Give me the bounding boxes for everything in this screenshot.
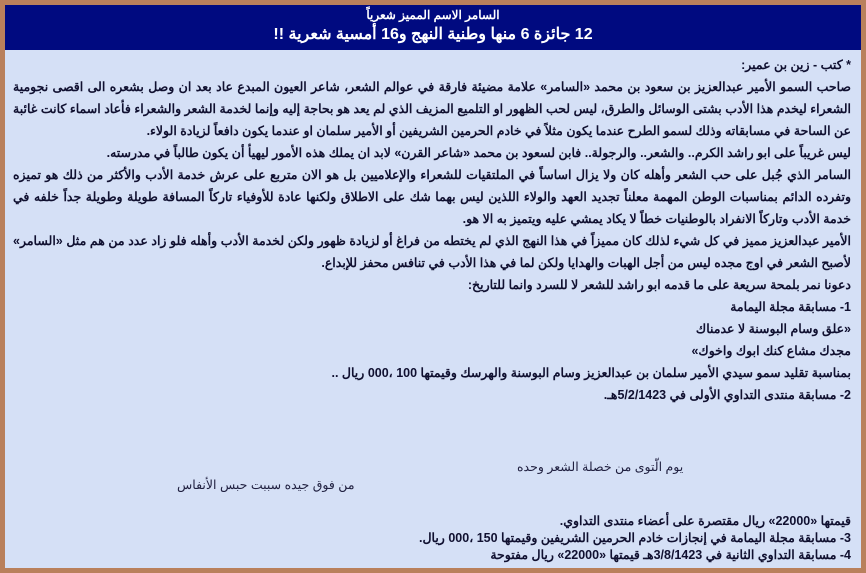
- paragraph: دعونا نمر بلمحة سريعة على ما قدمه ابو راشد للشعر لا للسرد وانما للتاريخ:: [467, 278, 851, 292]
- paragraph: بمناسبة تقليد سمو سيدي الأمير سلمان بن عبدالعزيز وسام البوسنة والهرسك وقيمتها 100 ،000 ريال ..: [331, 366, 851, 380]
- article-subtitle: السامر الاسم المميز شعرياً: [366, 8, 500, 22]
- quote-line: مجدك مشاع كنك ابوك واخوك»: [691, 344, 851, 358]
- paragraph: السامر الذي جُبل على حب الشعر وأهله كان ولا يزال اساساً في الملتقيات للشعراء والإعلاميين بل هو الان متربع على عرش خدمة الأدب والأكثر من ذلك هو تميزه وتفرده الدائم بمناسبات الوطن المهمة معلناً تجديد العهد والولاء اللذين ليس بهما شك على الاطلاق ولكنها عادة للأوفياء تاركاً المسافة طويلة وطويلة جداً خلفه في خدمة الأدب وتاركاً الانفراد بالوطنيات خطاً لا يكاد يمشي عليه ويتميز به الا هو.: [13, 168, 851, 226]
- list-item: 4- مسابقة التداوي الثانية في 3/8/1423هـ قيمتها «22000» ريال مفتوحة: [490, 548, 851, 562]
- list-item: 3- مسابقة مجلة اليمامة في إنجازات خادم الحرمين الشريفين وقيمتها 150 ،000 ريال.: [418, 531, 851, 545]
- quote-line: «علق وسام البوسنة لا عدمناك: [695, 322, 851, 336]
- paragraph: ليس غريباً على ابو راشد الكرم.. والشعر.. والرجولة.. فابن لسعود بن محمد «شاعر القرن» لابد ان يملك هذه الأمور ليهيأ أن يكون طالباً في مدرسته.: [106, 146, 851, 160]
- paragraph: الأمير عبدالعزيز مميز في كل شيء لذلك كان مميزاً في هذا النهج الذي لم يختطه من فراغ أو لزيادة ظهور ولكن لخدمة الأدب وأهله فلو زاد عدد من هم مثل «السامر» لأصبح الشعر في اوج مجده ليس من أجل الهبات والهدايا ولكن لما في هذا الأدب في تنافس محفز للإبداع.: [13, 234, 851, 270]
- list-item: 2- مسابقة منتدى التداوي الأولى في 5/2/1423هـ.: [603, 388, 851, 402]
- list-item: قيمتها «22000» ريال مقتصرة على أعضاء منتدى التداوي.: [559, 514, 851, 528]
- article-frame: [5, 5, 861, 568]
- article-header: [5, 5, 861, 50]
- poem-verse-2: من فوق جيده سببت حبس الأنفاس: [177, 478, 355, 492]
- article-body: [5, 50, 861, 406]
- article-tail: [13, 513, 851, 564]
- byline: * كتب - زين بن عمير:: [741, 58, 851, 72]
- poem-verse-1: يوم الّتوى من خصلة الشعر وحده: [517, 460, 684, 474]
- list-item: 1- مسابقة مجلة اليمامة: [730, 300, 851, 314]
- article-title: 12 جائزة 6 منها وطنية النهج و16 أمسية شعرية !!: [273, 26, 593, 43]
- paragraph: صاحب السمو الأمير عبدالعزيز بن سعود بن محمد «السامر» علامة مضيئة فارقة في عوالم الشعر، شاعر العيون المبدع عاد بعد ان وصل بشعره الى اقصى نجومية الشعراء ليخدم هذا الأدب بشتى الوسائل والطرق، ليس لحب الظهور او التلميع المزيف الذي لم يعد هو بحاجة إليه وإنما لخدمة الشعر والشعراء فأعاد اسماء كانت غائبة عن الساحة في مسابقاته وذلك لسمو الطرح عندما يكون مثلاً في خادم الحرمين الشريفين أو الأمير سلمان او عندما يكون دافعاً لزيادة الولاء.: [13, 80, 851, 138]
